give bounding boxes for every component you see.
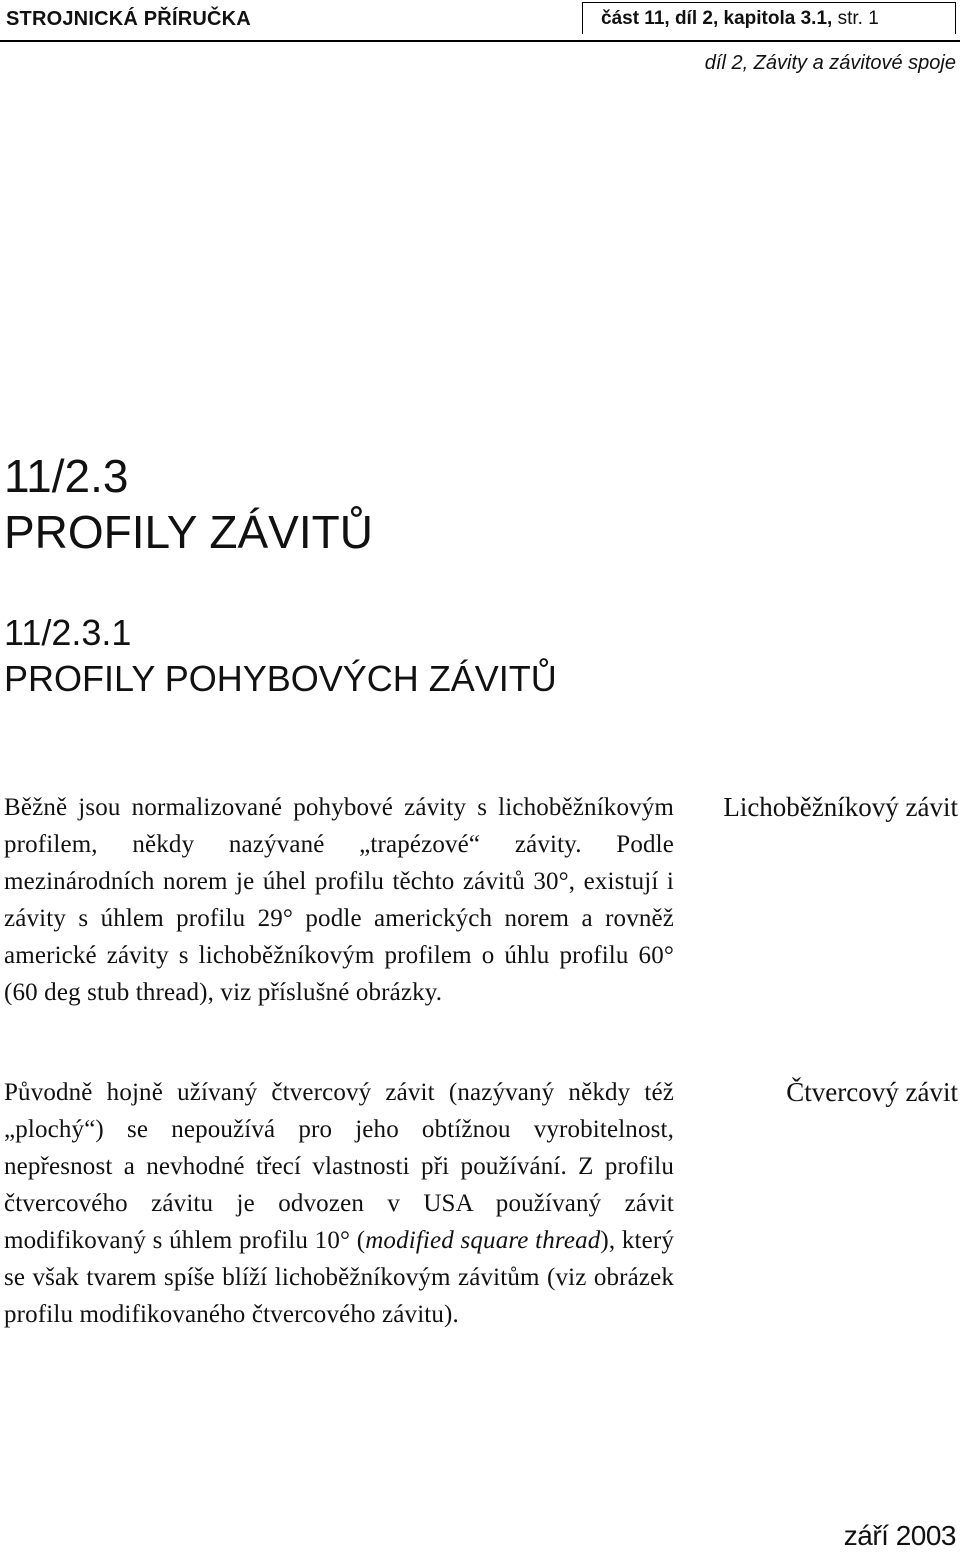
paragraph-square-thread-italic: modified square thread [365,1227,601,1254]
page-reference: str. 1 [832,8,879,29]
paragraph-square-thread-text-1: Původně hojně užívaný čtvercový závit (nazývaný někdy též „plochý“) se nepoužívá pro jeho obtížnou vyrobitelnost, nepřesnost a nevhodné třecí vlastnosti při používání. Z profilu čtvercového závitu je odvozen v USA používaný závit modifikovaný s úhlem profilu 10° ( [4,1079,674,1254]
margin-note-square: Čtvercový závit [786,1077,958,1107]
section-reference-box [582,2,956,34]
paragraph-square-thread [4,1074,674,1333]
section-reference: část 11, díl 2, kapitola 3.1, [601,8,833,29]
header-rule [0,40,960,42]
footer-date: září 2003 [843,1520,956,1551]
chapter-title: PROFILY ZÁVITŮ [4,506,373,558]
chapter-heading [4,448,373,560]
section-number: 11/2.3.1 [4,612,132,653]
chapter-number: 11/2.3 [4,450,129,502]
margin-note-trapezoidal: Lichoběžníkový závit [723,792,958,822]
section-title: PROFILY POHYBOVÝCH ZÁVITŮ [4,658,557,699]
paragraph-square-thread-text-2: ), který se však tvarem spíše blíží lichoběžníkovým závitům (viz obrázek profilu modifikovaného čtvercového závitu). [4,1227,674,1328]
publication-title: STROJNICKÁ PŘÍRUČKA [6,8,251,30]
part-subheading: díl 2, Závity a závitové spoje [704,52,956,74]
section-heading [4,610,557,702]
paragraph-trapezoidal-thread: Běžně jsou normalizované pohybové závity s lichoběžníkovým profilem, někdy nazývané „trapézové“ závity. Podle mezinárodních norem je úhel profilu těchto závitů 30°, existují i závity s úhlem profilu 29° podle amerických norem a rovněž americké závity s lichoběžníkovým profilem o úhlu profilu 60° (60 deg stub thread), viz příslušné obrázky. [4,794,674,1006]
